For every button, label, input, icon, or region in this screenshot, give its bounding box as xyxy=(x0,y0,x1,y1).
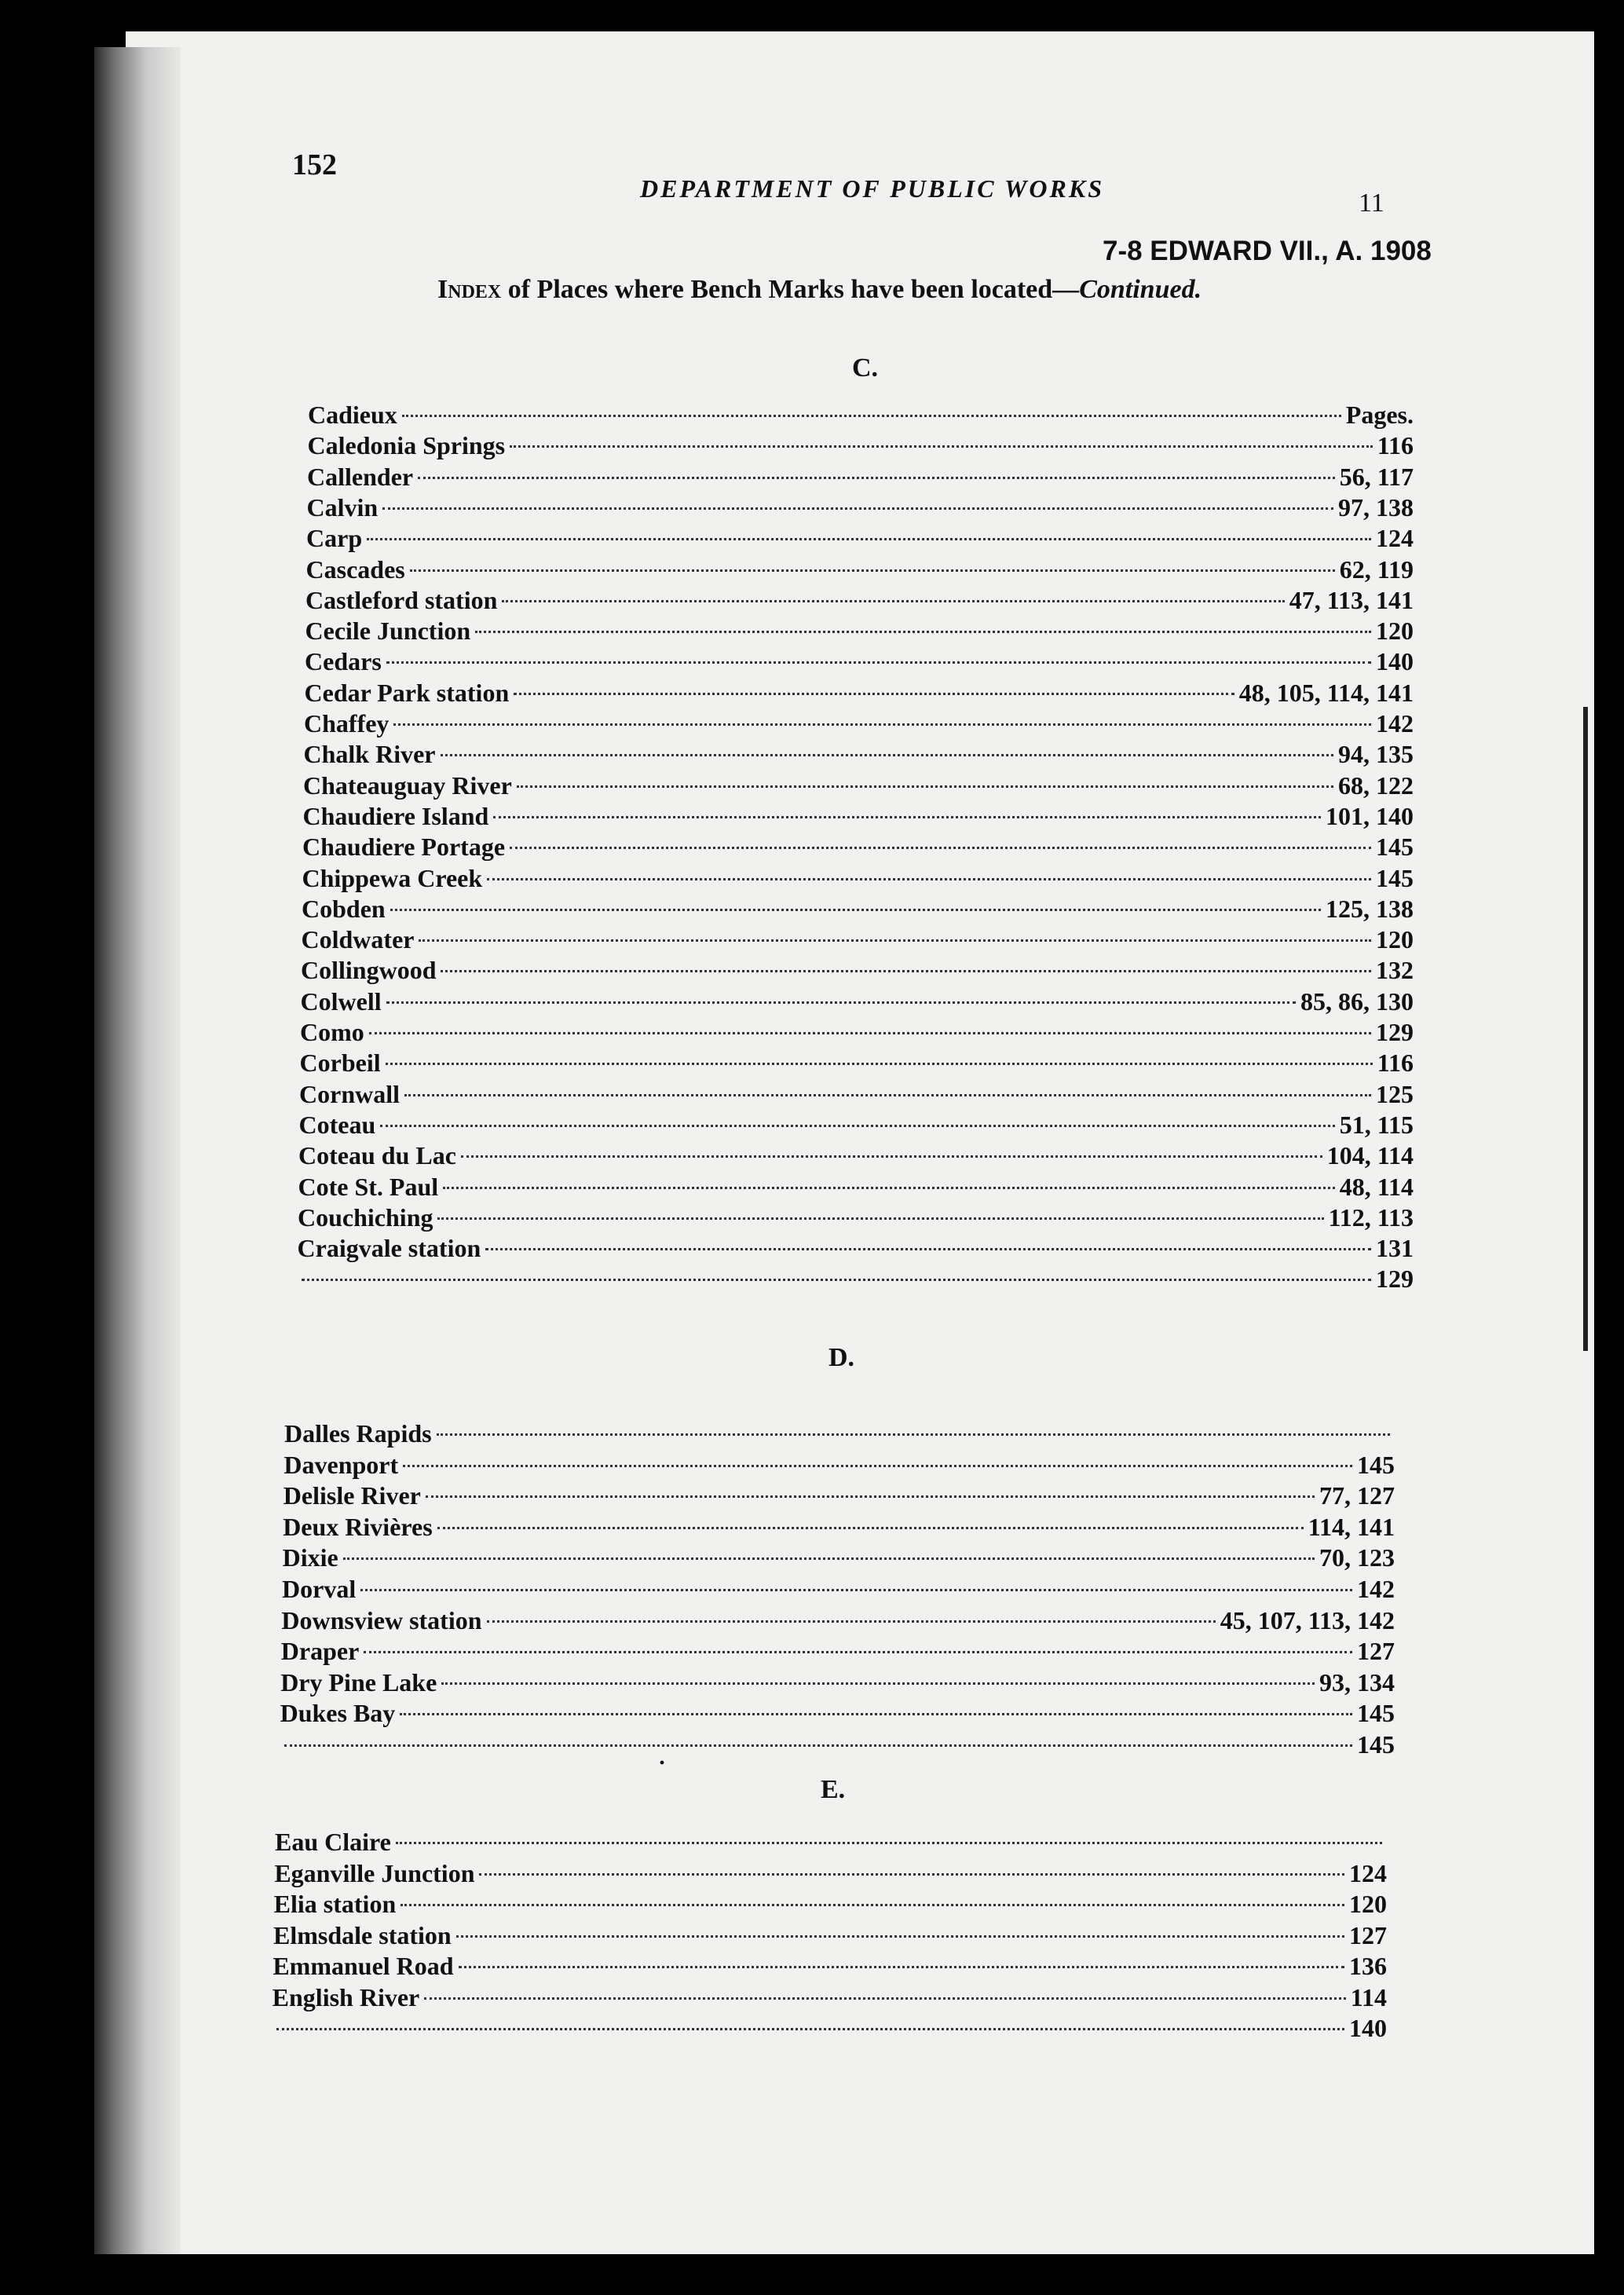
running-header: DEPARTMENT OF PUBLIC WORKS xyxy=(640,174,1104,203)
entry-pages: 131 xyxy=(1376,1234,1414,1263)
entry-pages: 120 xyxy=(1348,1890,1387,1918)
index-entry xyxy=(300,1047,1414,1078)
index-subtitle xyxy=(437,275,1202,305)
leader-dots xyxy=(487,1620,1216,1623)
entry-name: Chippewa Creek xyxy=(302,863,483,892)
index-entry xyxy=(297,1263,1414,1294)
entry-name: Cornwall xyxy=(299,1079,400,1108)
scan-border-right xyxy=(1594,0,1624,2295)
index-entry xyxy=(299,1078,1414,1110)
leader-dots xyxy=(386,661,1371,664)
entry-name: Caledonia Springs xyxy=(307,431,506,460)
entry-pages: 125 xyxy=(1376,1079,1414,1108)
entry-name: Colwell xyxy=(300,986,382,1016)
leader-dots xyxy=(302,1279,1371,1281)
entry-pages: 77, 127 xyxy=(1319,1481,1395,1510)
entry-pages: 97, 138 xyxy=(1338,492,1414,522)
entry-name: Coteau xyxy=(298,1110,376,1139)
leader-dots xyxy=(276,2028,1344,2030)
index-entry xyxy=(308,430,1414,461)
index-entry xyxy=(298,1171,1414,1202)
entry-name: Eau Claire xyxy=(275,1828,391,1856)
leader-dots xyxy=(461,1155,1322,1158)
index-entry xyxy=(306,554,1414,585)
leader-dots xyxy=(479,1873,1344,1876)
entry-pages: 127 xyxy=(1349,1920,1387,1949)
entry-pages: 47, 113, 141 xyxy=(1289,585,1414,614)
leader-dots xyxy=(424,1997,1346,2000)
leader-dots xyxy=(475,631,1371,633)
entry-pages: 136 xyxy=(1348,1952,1387,1980)
index-entry xyxy=(305,615,1414,646)
entry-name: Cobden xyxy=(302,894,386,923)
index-entry xyxy=(283,1511,1395,1543)
entry-pages: 56, 117 xyxy=(1339,462,1414,491)
entry-name: Downsview station xyxy=(281,1605,482,1634)
leader-dots xyxy=(441,970,1371,972)
entry-pages: 48, 114 xyxy=(1339,1172,1414,1201)
entry-pages: 62, 119 xyxy=(1339,555,1414,584)
leader-dots xyxy=(382,507,1333,510)
entry-name: Dry Pine Lake xyxy=(280,1667,437,1697)
leader-dots xyxy=(369,1032,1371,1034)
subtitle-continued: Continued. xyxy=(1079,275,1202,304)
leader-dots xyxy=(401,1904,1344,1906)
leader-dots xyxy=(386,1063,1373,1065)
index-entry xyxy=(298,1140,1414,1171)
leader-dots xyxy=(360,1589,1352,1591)
entry-name: Carp xyxy=(306,524,363,553)
index-entry xyxy=(307,461,1414,492)
leader-dots xyxy=(514,693,1234,695)
leader-dots xyxy=(284,1744,1352,1747)
stray-mark: · xyxy=(658,1750,667,1776)
index-entry xyxy=(305,677,1414,708)
leader-dots xyxy=(367,538,1371,540)
leader-dots xyxy=(402,415,1341,417)
index-entry xyxy=(305,584,1414,616)
entry-pages: 145 xyxy=(1376,863,1414,892)
entry-pages: 142 xyxy=(1376,709,1414,738)
index-entry xyxy=(280,1667,1395,1698)
index-entry xyxy=(280,1697,1395,1729)
leader-dots xyxy=(502,600,1284,602)
entry-pages: 129 xyxy=(1376,1018,1414,1046)
entry-pages: 140 xyxy=(1376,647,1414,676)
index-entry xyxy=(283,1542,1395,1573)
leader-dots xyxy=(418,477,1335,479)
index-entry xyxy=(308,399,1414,430)
entry-name: Eganville Junction xyxy=(274,1858,475,1887)
entry-pages: 104, 114 xyxy=(1326,1141,1414,1170)
leader-dots xyxy=(441,1682,1315,1685)
leader-dots xyxy=(510,847,1371,849)
entry-pages: 132 xyxy=(1376,956,1414,985)
entry-name: Emmanuel Road xyxy=(272,1952,454,1980)
leader-dots xyxy=(419,939,1371,942)
entry-name: Craigvale station xyxy=(297,1234,481,1263)
index-entry xyxy=(304,708,1414,739)
leader-dots xyxy=(386,1001,1296,1004)
index-entry xyxy=(301,954,1414,986)
entry-pages: 112, 113 xyxy=(1328,1202,1414,1232)
entry-pages: 142 xyxy=(1357,1575,1395,1603)
entry-name: Chalk River xyxy=(303,740,436,769)
entry-pages: 51, 115 xyxy=(1339,1110,1414,1139)
entry-pages: 120 xyxy=(1376,617,1414,646)
index-entry xyxy=(282,1573,1395,1605)
index-entry xyxy=(305,646,1414,677)
entry-pages: 124 xyxy=(1376,524,1414,553)
index-entry xyxy=(298,1232,1414,1264)
entry-name: Chaffey xyxy=(304,709,390,738)
entry-name: Elia station xyxy=(273,1890,397,1918)
index-entry xyxy=(303,800,1414,832)
index-entry xyxy=(302,893,1414,924)
entry-name: Cecile Junction xyxy=(305,617,471,646)
index-entry xyxy=(283,1480,1395,1511)
index-entry xyxy=(274,1888,1387,1920)
index-entry xyxy=(302,924,1414,955)
entry-pages: 116 xyxy=(1377,431,1414,460)
index-entry xyxy=(302,831,1414,862)
entry-pages: 145 xyxy=(1356,1450,1395,1479)
index-entry xyxy=(272,1950,1387,1982)
leader-dots xyxy=(404,1094,1371,1096)
entry-pages: Pages. xyxy=(1345,401,1414,429)
entry-pages: 125, 138 xyxy=(1326,894,1414,923)
index-entry xyxy=(280,1729,1395,1760)
entry-pages: 101, 140 xyxy=(1326,801,1414,830)
entry-name: Calvin xyxy=(306,492,379,522)
index-entry xyxy=(301,986,1414,1017)
entry-pages: 145 xyxy=(1376,833,1414,862)
entry-name: Cote St. Paul xyxy=(298,1172,439,1201)
entry-name: Dukes Bay xyxy=(280,1699,396,1728)
index-entry xyxy=(281,1605,1395,1636)
book-spine-shadow xyxy=(94,47,181,2270)
leader-dots xyxy=(459,1966,1344,1968)
entry-pages: 45, 107, 113, 142 xyxy=(1220,1605,1395,1634)
entry-name: Corbeil xyxy=(299,1049,381,1078)
entry-name: English River xyxy=(272,1982,420,2011)
entry-pages: 140 xyxy=(1349,2014,1387,2042)
entry-name: Como xyxy=(300,1018,364,1046)
entry-name: Deux Rivières xyxy=(283,1512,433,1541)
entry-name: Cedar Park station xyxy=(304,678,510,707)
entry-name: Chaudiere Island xyxy=(302,801,489,830)
entry-name: Dalles Rapids xyxy=(284,1419,432,1448)
leader-dots xyxy=(487,878,1371,880)
entry-pages: 93, 134 xyxy=(1319,1667,1395,1697)
index-entry xyxy=(298,1202,1414,1233)
leader-dots xyxy=(441,754,1334,756)
index-entry xyxy=(273,1920,1387,1951)
leader-dots xyxy=(403,1465,1352,1467)
leader-dots xyxy=(396,1842,1382,1844)
entry-name: Elmsdale station xyxy=(273,1920,452,1949)
document-number: 11 xyxy=(1359,189,1384,218)
entry-name: Delisle River xyxy=(283,1481,421,1510)
entry-pages: 68, 122 xyxy=(1338,770,1414,800)
section-heading-e: E. xyxy=(821,1775,846,1804)
leader-dots xyxy=(400,1713,1352,1715)
entry-pages: 94, 135 xyxy=(1338,740,1414,769)
entry-pages: 114 xyxy=(1350,1982,1387,2011)
entry-pages: 116 xyxy=(1377,1049,1414,1078)
leader-dots xyxy=(517,785,1333,788)
entry-pages: 124 xyxy=(1348,1858,1387,1887)
index-entry xyxy=(281,1635,1395,1667)
index-entry xyxy=(275,1826,1387,1858)
index-entry xyxy=(302,862,1414,894)
entry-name: Cedars xyxy=(305,647,382,676)
index-entry xyxy=(303,770,1414,801)
leader-dots xyxy=(364,1651,1352,1653)
index-entry xyxy=(300,1016,1414,1048)
entry-name: Draper xyxy=(280,1637,360,1666)
entry-name: Davenport xyxy=(283,1450,399,1479)
entry-name: Chaudiere Portage xyxy=(302,833,506,862)
entry-name: Cascades xyxy=(305,555,405,584)
leader-dots xyxy=(437,1433,1390,1436)
leader-dots xyxy=(390,909,1321,911)
entry-pages: 127 xyxy=(1356,1637,1395,1666)
entry-pages: 129 xyxy=(1376,1265,1414,1294)
index-entry xyxy=(306,522,1414,554)
index-entry xyxy=(284,1418,1395,1449)
leader-dots xyxy=(493,816,1321,818)
subtitle-lead: Index xyxy=(437,275,502,304)
entry-name: Couchiching xyxy=(298,1202,433,1232)
leader-dots xyxy=(456,1935,1344,1938)
entry-name: Dorval xyxy=(282,1575,357,1603)
leader-dots xyxy=(380,1125,1335,1127)
index-entry xyxy=(299,1109,1414,1140)
entry-name: Coldwater xyxy=(301,925,415,954)
entry-name: Cadieux xyxy=(308,401,397,429)
section-heading-c: C. xyxy=(852,353,879,382)
entry-pages: 85, 86, 130 xyxy=(1300,986,1414,1016)
leader-dots xyxy=(485,1248,1371,1250)
leader-dots xyxy=(510,445,1373,448)
leader-dots xyxy=(437,1527,1304,1529)
entry-name: Callender xyxy=(307,462,414,491)
entry-name: Collingwood xyxy=(301,956,437,985)
entry-name: Dixie xyxy=(282,1543,338,1572)
subtitle-main: of Places where Bench Marks have been located— xyxy=(501,275,1080,304)
index-entry xyxy=(272,1982,1387,2013)
index-entry xyxy=(307,492,1414,523)
section-heading-d: D. xyxy=(828,1343,855,1372)
page-number: 152 xyxy=(292,148,337,181)
session-reference: 7-8 EDWARD VII., A. 1908 xyxy=(1103,236,1432,266)
entry-pages: 145 xyxy=(1357,1730,1395,1759)
leader-dots xyxy=(343,1557,1315,1560)
scan-border-left xyxy=(0,0,110,2295)
entry-pages: 48, 105, 114, 141 xyxy=(1238,678,1414,707)
leader-dots xyxy=(437,1217,1323,1220)
entry-pages: 114, 141 xyxy=(1308,1512,1395,1541)
index-entry xyxy=(283,1449,1395,1481)
leader-dots xyxy=(410,569,1335,572)
leader-dots xyxy=(426,1495,1315,1498)
entry-name: Coteau du Lac xyxy=(298,1141,456,1170)
index-entry xyxy=(274,1858,1387,1889)
entry-pages: 70, 123 xyxy=(1319,1543,1395,1572)
leader-dots xyxy=(393,723,1371,726)
leader-dots xyxy=(443,1187,1335,1189)
entry-pages: 120 xyxy=(1376,925,1414,954)
binding-edge-mark xyxy=(1583,707,1588,1351)
entry-pages: 145 xyxy=(1356,1699,1395,1728)
index-entry xyxy=(304,738,1414,770)
index-entry xyxy=(272,2012,1387,2044)
entry-name: Chateauguay River xyxy=(303,770,512,800)
scan-border-bottom xyxy=(94,2254,1624,2295)
entry-name: Castleford station xyxy=(305,585,498,614)
